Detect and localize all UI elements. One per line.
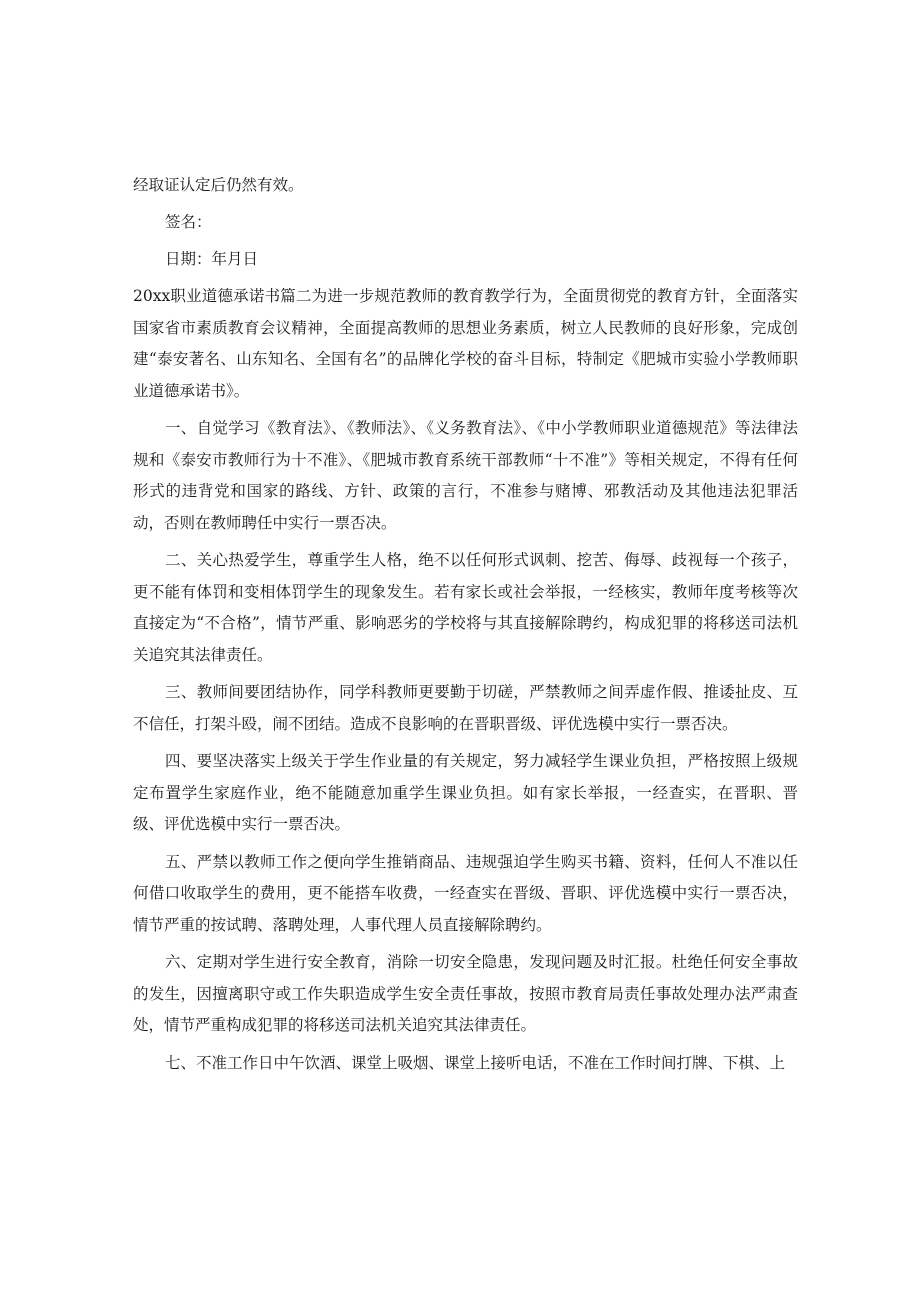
item-paragraph-4: 四、要坚决落实上级关于学生作业量的有关规定，努力减轻学生课业负担，严格按照上级规定布置学生家庭作业，绝不能随意加重学生课业负担。如有家长举报，一经查实，在晋职、晋级、评优选模中实行一票否决。 [133,752,798,833]
item-paragraph-6: 六、定期对学生进行安全教育，消除一切安全隐患，发现问题及时汇报。杜绝任何安全事故的发生，因擅离职守或工作失职造成学生安全责任事故，按照市教育局责任事故处理办法严肃查处，情节严重构成犯罪的将移送司法机关追究其法律责任。 [133,953,798,1034]
item-paragraph-1: 一、自觉学习《教育法》、《教师法》、《义务教育法》、《中小学教师职业道德规范》等法律法规和《泰安市教师行为十不准》、《肥城市教育系统干部教师“十不准”》等相关规定，不得有任何形式的违背党和国家的路线、方针、政策的言行，不准参与赌博、邪教活动及其他违法犯罪活动，否则在教师聘任中实行一票否决。 [133,419,798,532]
item-paragraph-2: 二、关心热爱学生，尊重学生人格，绝不以任何形式讽刺、挖苦、侮辱、歧视每一个孩子，更不能有体罚和变相体罚学生的现象发生。若有家长或社会举报，一经核实，教师年度考核等次直接定为“不合格”，情节严重、影响恶劣的学校将与其直接解除聘约，构成犯罪的将移送司法机关追究其法律责任。 [133,551,798,664]
date-label: 日期：年月日 [165,250,259,268]
item-paragraph-5: 五、严禁以教师工作之便向学生推销商品、违规强迫学生购买书籍、资料，任何人不准以任何借口收取学生的费用，更不能搭车收费，一经查实在晋级、晋职、评优选模中实行一票否决，情节严重的按试聘、落聘处理，人事代理人员直接解除聘约。 [133,852,798,934]
item-paragraph-3: 三、教师间要团结协作，同学科教师更要勤于切磋，严禁教师之间弄虚作假、推诿扯皮、互不信任，打架斗殴，闹不团结。造成不良影响的在晋职晋级、评优选模中实行一票否决。 [133,683,798,733]
continuation-text: 经取证认定后仍然有效。 [133,176,304,194]
signature-label: 签名： [165,213,212,231]
intro-paragraph: 20xx职业道德承诺书篇二为进一步规范教师的教育教学行为，全面贯彻党的教育方针，全面落实国家省市素质教育会议精神，全面提高教师的思想业务素质，树立人民教师的良好形象，完成创建“泰安著名、山东知名、全国有名”的品牌化学校的奋斗目标，特制定《肥城市实验小学教师职业道德承诺书》。 [133,287,798,400]
document-page [133,170,798,1085]
item-paragraph-7: 七、不准工作日中午饮酒、课堂上吸烟、课堂上接听电话，不准在工作时间打牌、下棋、上 [165,1053,786,1072]
